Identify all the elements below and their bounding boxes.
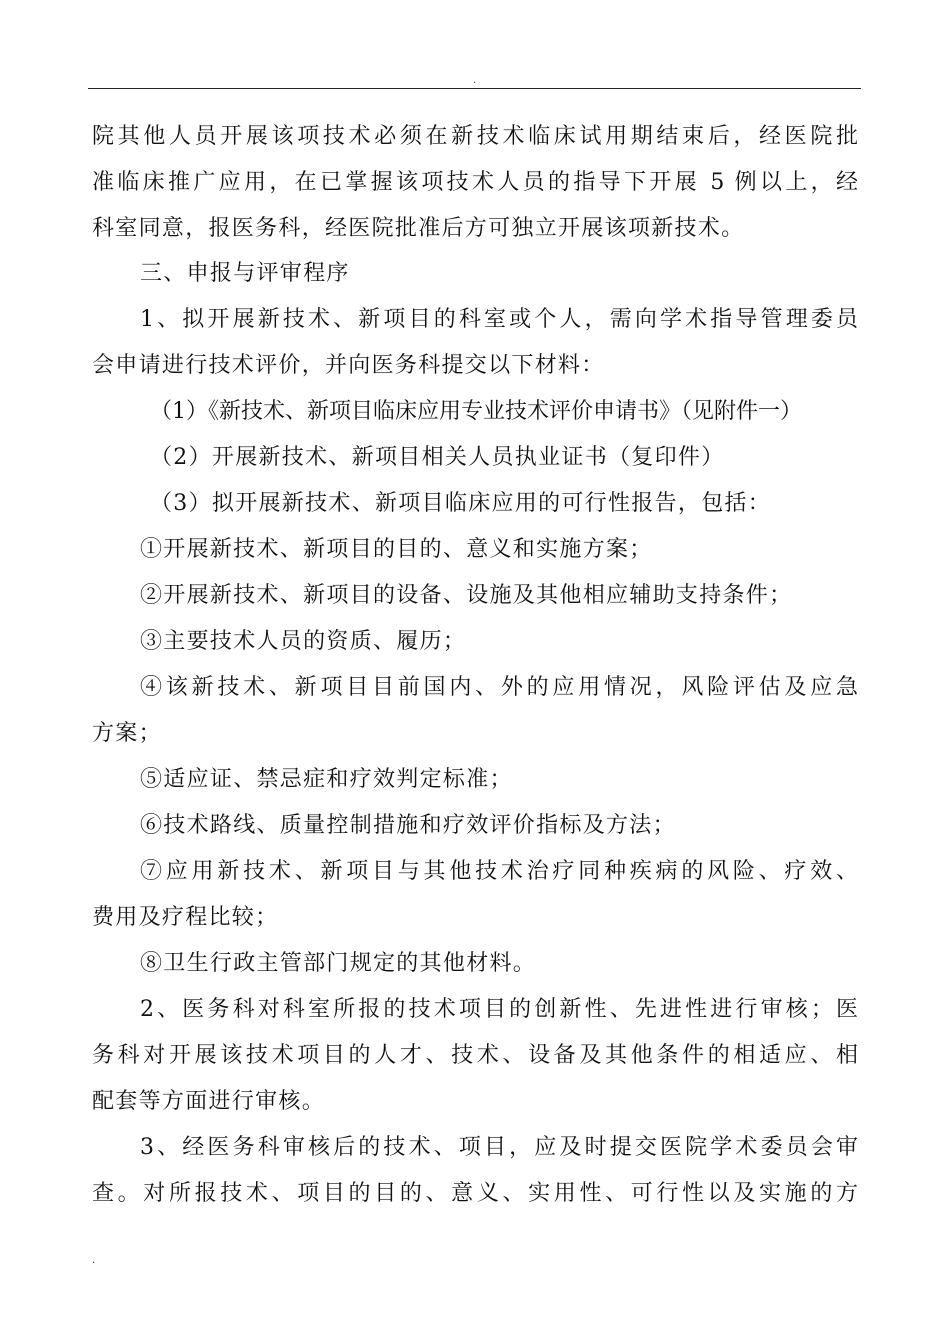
list-item-continuation: 费用及疗程比较；	[92, 905, 279, 930]
list-item: ⑦应用新技术、新项目与其他技术治疗同种疾病的风险、疗效、	[140, 859, 858, 884]
list-item: ⑤适应证、禁忌症和疗效判定标准；	[140, 767, 513, 792]
header-mark: .	[473, 75, 477, 86]
list-item-continuation: 方案；	[92, 721, 162, 746]
paragraph-line: 配套等方面进行审核。	[92, 1089, 326, 1114]
list-item: ①开展新技术、新项目的目的、意义和实施方案；	[140, 537, 653, 562]
paragraph-line: 1、拟开展新技术、新项目的科室或个人，需向学术指导管理委员	[140, 307, 858, 332]
paragraph-line: 科室同意，报医务科，经医院批准后方可独立开展该项新技术。	[92, 216, 745, 241]
section-heading: 三、申报与评审程序	[140, 261, 350, 286]
list-item: ⑧卫生行政主管部门规定的其他材料。	[140, 951, 537, 976]
list-item: （1）《新技术、新项目临床应用专业技术评价申请书》（见附件一）	[150, 399, 802, 424]
paragraph-line: 会申请进行技术评价，并向医务科提交以下材料：	[92, 353, 605, 378]
paragraph-line: 务科对开展该技术项目的人才、技术、设备及其他条件的相适应、相	[92, 1043, 858, 1068]
list-item: ④该新技术、新项目目前国内、外的应用情况，风险评估及应急	[140, 675, 858, 700]
list-item: （2）开展新技术、新项目相关人员执业证书（复印件）	[150, 445, 725, 470]
paragraph-line: 院其他人员开展该项技术必须在新技术临床试用期结束后，经医院批	[92, 124, 858, 149]
paragraph-line: 2、医务科对科室所报的技术项目的创新性、先进性进行审核；医	[140, 997, 858, 1022]
paragraph-line: 准临床推广应用，在已掌握该项技术人员的指导下开展 5 例以上，经	[92, 170, 858, 195]
header-rule	[88, 88, 861, 89]
list-item: ②开展新技术、新项目的设备、设施及其他相应辅助支持条件；	[140, 583, 793, 608]
list-item: ③主要技术人员的资质、履历；	[140, 629, 467, 654]
paragraph-line: 3、经医务科审核后的技术、项目，应及时提交医院学术委员会审	[140, 1135, 858, 1160]
list-item: ⑥技术路线、质量控制措施和疗效评价指标及方法；	[140, 813, 676, 838]
list-item: （3）拟开展新技术、新项目临床应用的可行性报告，包括：	[150, 491, 772, 516]
footer-mark: .	[92, 1255, 96, 1266]
paragraph-line: 查。对所报技术、项目的目的、意义、实用性、可行性以及实施的方	[92, 1181, 858, 1206]
